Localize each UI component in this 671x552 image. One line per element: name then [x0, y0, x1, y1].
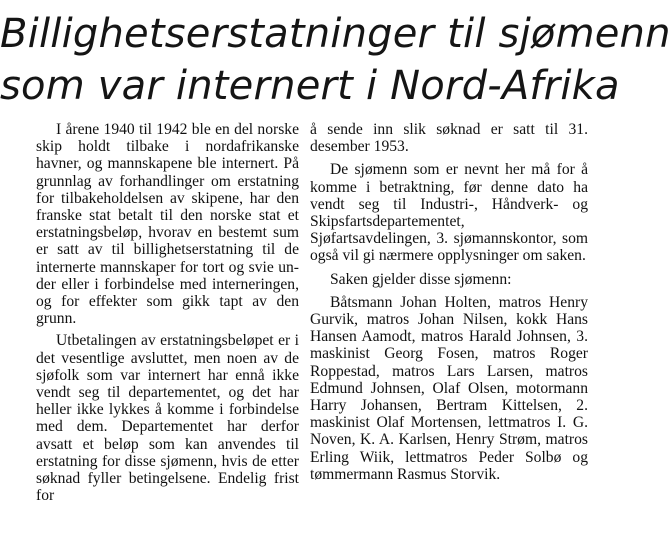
article-headline [0, 8, 671, 112]
article-column-left [36, 121, 299, 504]
paragraph-deadline-continuation: å sende inn slik søknad er satt til 31. desember 1953. [310, 121, 588, 156]
headline-line-2: som var internert i Nord-Afrika [0, 63, 620, 109]
paragraph-payment-status: Utbetalingen av erstatningsbeløpet er i det vesentlige avsluttet, men noen av de sjøfolk som var internert har ennå ikke vendt seg til departementet, og det har heller ikke lykkes å komme i forbindelse med dem. Departementet har derfor avsatt et beløp som kan anvendes til erstatning for disse sjømenn, hvis de etter søknad fyller betingelsene. Endelig frist for [36, 332, 299, 505]
headline-line-1: Billighetserstatninger til sjømenn [0, 11, 671, 57]
paragraph-seamen-list: Båtsmann Johan Holten, matros Henry Gurvik, matros Johan Nilsen, kokk Hans Hansen Aamodt, matros Harald Johnsen, 3. maskinist Georg Fosen, matros Roger Roppestad, matros Lars Larsen, matros Edmund Johnsen, Olaf Olsen, motormann Harry Johansen, Bertram Kittelsen, 2. maskinist Olaf Mortensen, lettmatros I. G. Noven, K. A. Karlsen, Henry Strøm, matros Erling Wiik, lettmatros Peder Solbø og tømmermann Rasmus Storvik. [310, 293, 588, 483]
paragraph-list-intro: Saken gjelder disse sjømenn: [330, 270, 512, 288]
article-column-right [310, 121, 588, 483]
paragraph-background: I årene 1940 til 1942 ble en del norske skip holdt tilbake i nordafrikanske havner, og mannskapene ble internert. På grunnlag av forhandlinger om erstatning for tilbakeholdelsen av skipene, har den franske stat betalt til den norske stat et erstatningsbeløp, hvorav en bestemt sum er satt av til billighetserstatning til de internerte mannskaper for tort og svie under eller i forbindelse med interneringen, og for effekter som gikk tapt av den grunn. [36, 121, 299, 328]
paragraph-how-to-apply: De sjømenn som er nevnt her må for å komme i betraktning, før denne dato ha vendt seg til Industri-, Håndverk- og Skipsfartsdepartementet, Sjøfartsavdelingen, 3. sjømannskontor, som også vil gi nærmere opplysninger om saken. [310, 161, 588, 265]
